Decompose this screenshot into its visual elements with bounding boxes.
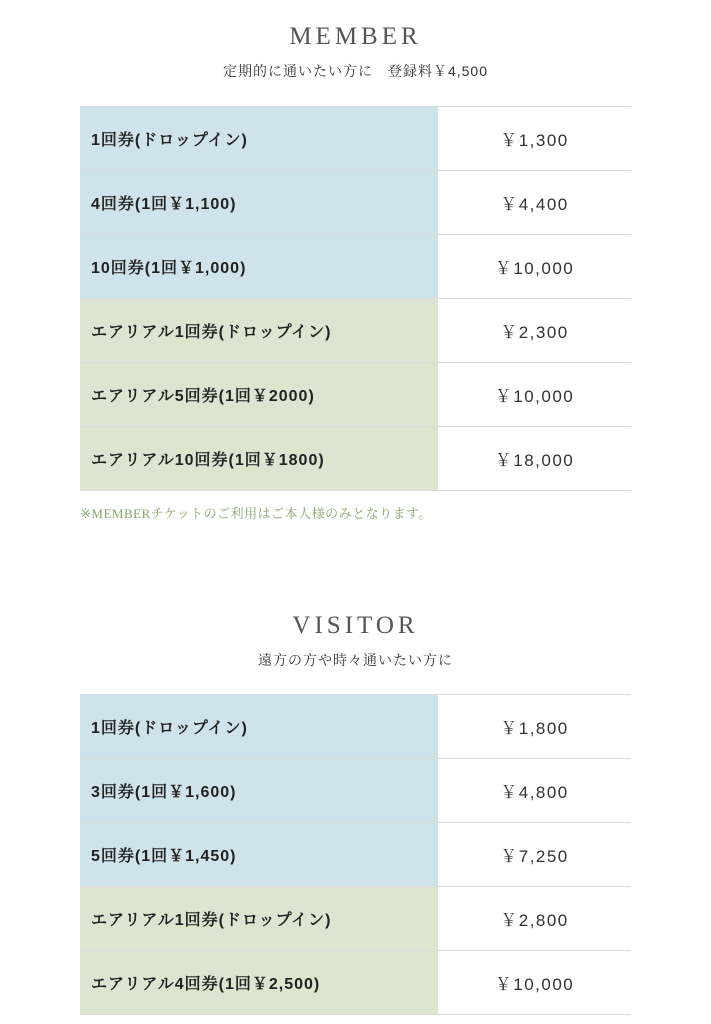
ticket-price: ￥10,000 (438, 951, 631, 1014)
ticket-price: ￥7,250 (438, 823, 631, 886)
ticket-name: 5回券(1回￥1,450) (80, 823, 438, 886)
ticket-price: ￥4,400 (438, 171, 631, 234)
visitor-title: VISITOR (292, 612, 419, 639)
ticket-name: 3回券(1回￥1,600) (80, 759, 438, 822)
ticket-price: ￥18,000 (438, 427, 631, 490)
member-title: MEMBER (289, 23, 422, 50)
member-header (0, 24, 711, 78)
ticket-name: 4回券(1回￥1,100) (80, 171, 438, 234)
ticket-price: ￥10,000 (438, 363, 631, 426)
ticket-name: エアリアル10回券(1回￥1800) (80, 427, 438, 490)
member-note: ※MEMBERチケットのご利用はご本人様のみとなります。 (80, 506, 433, 521)
member-subtitle: 定期的に通いたい方に 登録料￥4,500 (222, 63, 489, 79)
table-row (80, 427, 631, 491)
table-row (80, 235, 631, 299)
ticket-price: ￥1,800 (438, 695, 631, 758)
ticket-name: エアリアル4回券(1回￥2,500) (80, 951, 438, 1014)
table-row (80, 171, 631, 235)
ticket-name: 1回券(ドロップイン) (80, 107, 438, 170)
table-row (80, 107, 631, 171)
ticket-name: 1回券(ドロップイン) (80, 695, 438, 758)
table-row (80, 887, 631, 951)
ticket-name: エアリアル1回券(ドロップイン) (80, 299, 438, 362)
ticket-name: 10回券(1回￥1,000) (80, 235, 438, 298)
ticket-price: ￥10,000 (438, 235, 631, 298)
visitor-header (0, 613, 711, 667)
visitor-price-table (80, 694, 631, 1015)
ticket-price: ￥2,800 (438, 887, 631, 950)
table-row (80, 299, 631, 363)
table-row (80, 951, 631, 1015)
member-price-table (80, 106, 631, 491)
ticket-name: エアリアル1回券(ドロップイン) (80, 887, 438, 950)
visitor-subtitle: 遠方の方や時々通いたい方に (258, 652, 453, 668)
ticket-price: ￥1,300 (438, 107, 631, 170)
table-row (80, 695, 631, 759)
table-row (80, 823, 631, 887)
table-row (80, 363, 631, 427)
ticket-name: エアリアル5回券(1回￥2000) (80, 363, 438, 426)
table-row (80, 759, 631, 823)
ticket-price: ￥4,800 (438, 759, 631, 822)
ticket-price: ￥2,300 (438, 299, 631, 362)
